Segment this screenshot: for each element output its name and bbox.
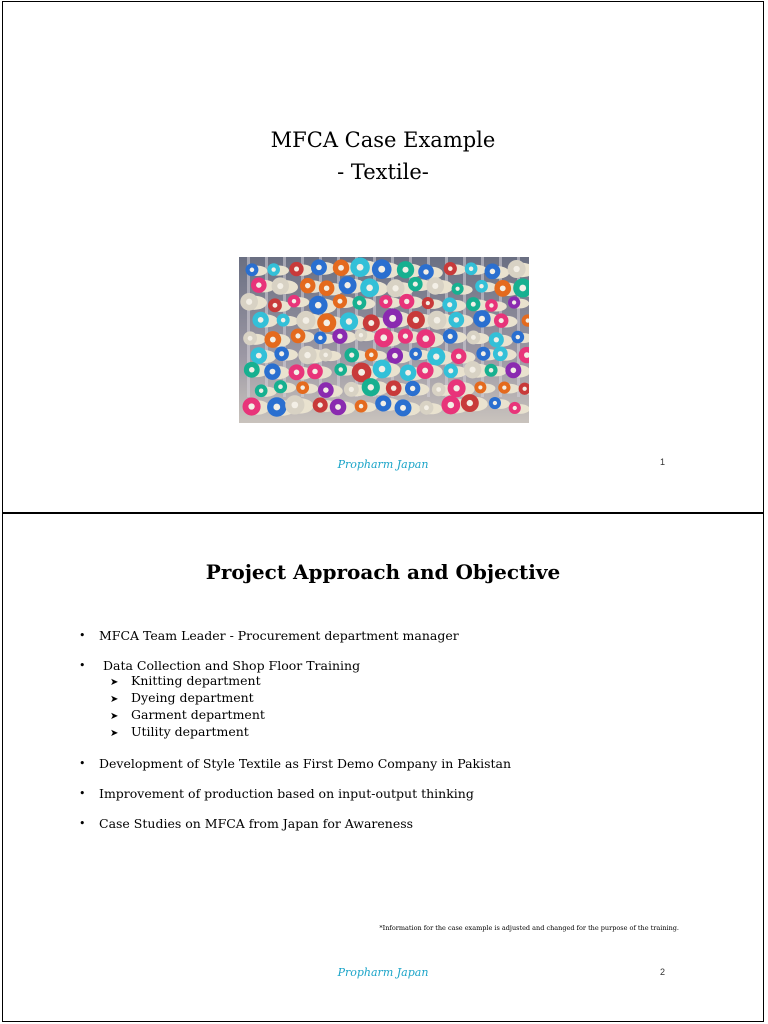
- slide-2: [2, 513, 764, 1022]
- title-line-2: - Textile-: [337, 160, 429, 184]
- brand-logo: Propharm Japan: [337, 966, 429, 979]
- thread-spools-image: [239, 257, 529, 423]
- slide-1-title: [3, 124, 763, 188]
- bullet-dot-icon: •: [79, 787, 86, 800]
- page-number: 1: [659, 457, 665, 467]
- bullet-item: • Case Studies on MFCA from Japan for Awareness: [79, 816, 414, 831]
- footnote: *Information for the case example is adjusted and changed for the purpose of the training.: [379, 924, 679, 932]
- bullet-item: • Development of Style Textile as First Demo Company in Pakistan: [79, 756, 512, 771]
- bullet-dot-icon: •: [79, 817, 86, 830]
- page-number: 2: [659, 967, 665, 977]
- bullet-dot-icon: •: [79, 757, 86, 770]
- bullet-dot-icon: •: [79, 629, 86, 642]
- slide-2-title: Project Approach and Objective: [205, 560, 561, 584]
- bullet-list: [79, 628, 719, 831]
- title-line-1: MFCA Case Example: [270, 128, 496, 152]
- brand-logo: Propharm Japan: [337, 458, 429, 471]
- sub-item: ➤ Dyeing department: [110, 690, 254, 705]
- arrow-bullet-icon: ➤: [110, 677, 119, 688]
- sub-item: ➤ Utility department: [110, 724, 249, 739]
- bullet-dot-icon: •: [79, 659, 86, 672]
- thread-spools-photo: [239, 257, 529, 423]
- slide-1: [2, 1, 764, 513]
- arrow-bullet-icon: ➤: [110, 711, 119, 722]
- bullet-item: • Improvement of production based on input-output thinking: [79, 786, 474, 801]
- bullet-item: • Data Collection and Shop Floor Training ➤ Knitting department ➤ Dyeing department ➤ Garment department ➤ Utility department: [79, 658, 719, 741]
- arrow-bullet-icon: ➤: [110, 694, 119, 705]
- arrow-bullet-icon: ➤: [110, 728, 119, 739]
- bullet-item: • MFCA Team Leader - Procurement department manager: [79, 628, 459, 643]
- sub-item: ➤ Knitting department: [110, 673, 261, 688]
- sub-item: ➤ Garment department: [110, 707, 265, 722]
